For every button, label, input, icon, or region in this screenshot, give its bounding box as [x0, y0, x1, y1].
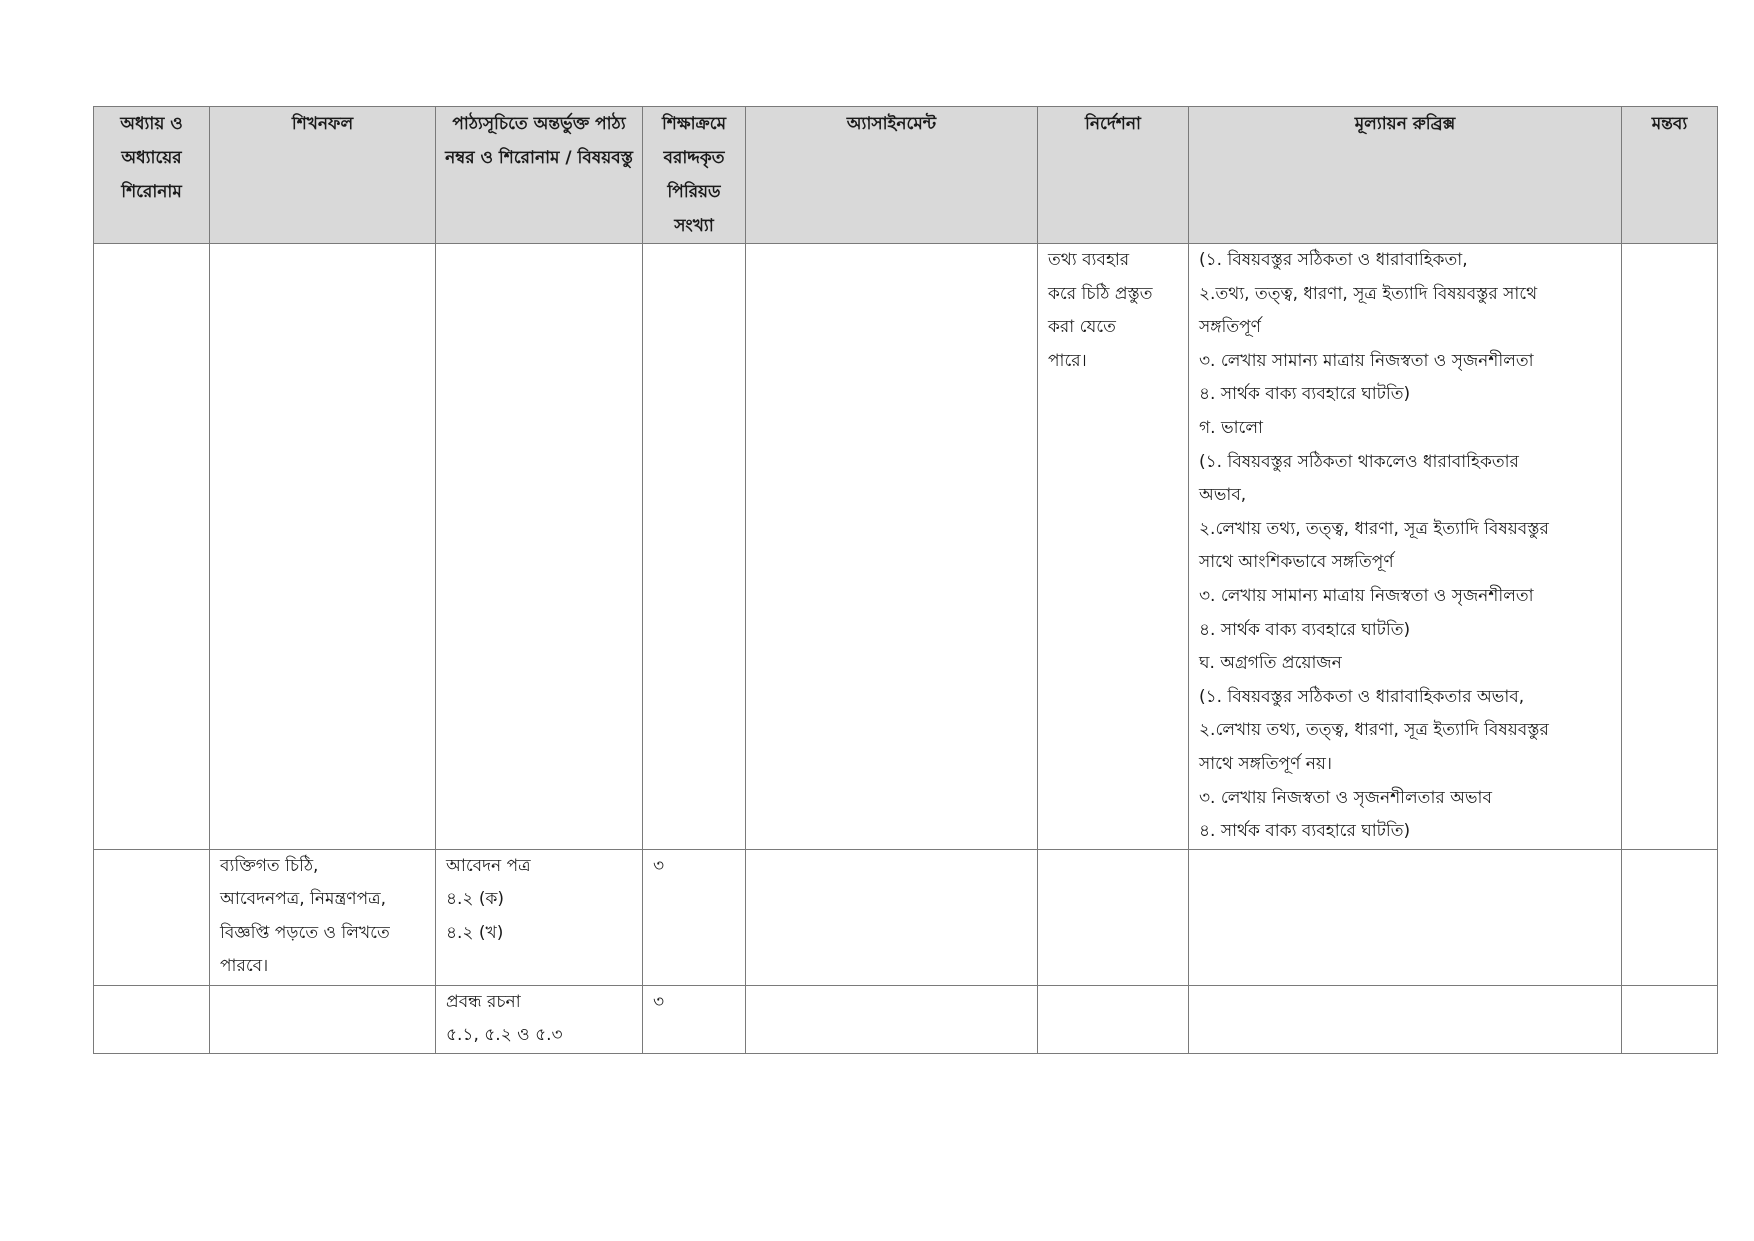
rubric-line: সাথে সঙ্গতিপূর্ণ নয়।	[1199, 753, 1332, 774]
cell-rubric	[1189, 244, 1622, 850]
cell-rubric	[1189, 985, 1622, 1053]
header-instruction: নির্দেশনা	[1038, 107, 1189, 244]
rubric-line: সাথে আংশিকভাবে সঙ্গতিপূর্ণ	[1199, 552, 1394, 573]
instruction-line: তথ্য ব্যবহার	[1048, 250, 1130, 270]
content-line: ৫.১, ৫.২ ও ৫.৩	[446, 1025, 563, 1046]
rubric-line: (১. বিষয়বস্তুর সঠিকতা থাকলেও ধারাবাহিকতার	[1199, 451, 1519, 472]
header-content: পাঠ্যসূচিতে অন্তর্ভুক্ত পাঠ্য নম্বর ও শিরোনাম / বিষয়বস্তু	[436, 107, 643, 244]
rubric-line: গ. ভালো	[1199, 417, 1263, 438]
content-line: আবেদন পত্র	[446, 855, 531, 876]
rubric-line: ৩. লেখায় নিজস্বতা ও সৃজনশীলতার অভাব	[1199, 787, 1492, 808]
cell-periods: ৩	[643, 849, 746, 985]
instruction-line: করা যেতে	[1048, 317, 1116, 338]
header-remarks: মন্তব্য	[1622, 107, 1718, 244]
lesson-plan-table	[93, 106, 1718, 1054]
instruction-line: করে চিঠি প্রস্তুত	[1048, 283, 1153, 304]
cell-chapter	[94, 985, 210, 1053]
learning-outcome-line: বিজ্ঞপ্তি পড়তে ও লিখতে	[220, 922, 390, 943]
header-learning-outcome: শিখনফল	[210, 107, 436, 244]
cell-content	[436, 244, 643, 850]
learning-outcome-line: পারবে।	[220, 956, 269, 977]
rubric-line: ৪. সার্থক বাক্য ব্যবহারে ঘাটতি)	[1199, 384, 1411, 405]
cell-assignment	[746, 849, 1038, 985]
cell-remarks	[1622, 244, 1718, 850]
rubric-line: (১. বিষয়বস্তুর সঠিকতা ও ধারাবাহিকতার অভাব,	[1199, 686, 1525, 707]
cell-assignment	[746, 244, 1038, 850]
cell-periods: ৩	[643, 985, 746, 1053]
content-line: ৪.২ (ক)	[446, 889, 505, 910]
rubric-line: সঙ্গতিপূর্ণ	[1199, 317, 1261, 338]
table-row	[94, 985, 1718, 1053]
rubric-line: ২.লেখায় তথ্য, তত্ত্ব, ধারণা, সূত্র ইত্যাদি বিষয়বস্তুর	[1199, 720, 1549, 741]
cell-learning-outcome	[210, 244, 436, 850]
document-page	[93, 106, 1717, 1054]
rubric-line: ঘ. অগ্রগতি প্রয়োজন	[1199, 653, 1342, 674]
cell-rubric	[1189, 849, 1622, 985]
learning-outcome-line: আবেদনপত্র, নিমন্ত্রণপত্র,	[220, 889, 387, 910]
cell-remarks	[1622, 849, 1718, 985]
cell-remarks	[1622, 985, 1718, 1053]
header-periods: শিক্ষাক্রমে বরাদ্দকৃত পিরিয়ড সংখ্যা	[643, 107, 746, 244]
cell-learning-outcome	[210, 849, 436, 985]
cell-periods	[643, 244, 746, 850]
learning-outcome-line: ব্যক্তিগত চিঠি,	[220, 855, 319, 876]
cell-chapter	[94, 849, 210, 985]
rubric-line: ২.তথ্য, তত্ত্ব, ধারণা, সূত্র ইত্যাদি বিষয়বস্তুর সাথে	[1199, 283, 1538, 304]
cell-chapter	[94, 244, 210, 850]
rubric-line: ৩. লেখায় সামান্য মাত্রায় নিজস্বতা ও সৃজনশীলতা	[1199, 585, 1534, 606]
header-row	[94, 107, 1718, 244]
header-assignment: অ্যাসাইনমেন্ট	[746, 107, 1038, 244]
rubric-line: (১. বিষয়বস্তুর সঠিকতা ও ধারাবাহিকতা,	[1199, 250, 1468, 270]
cell-assignment	[746, 985, 1038, 1053]
instruction-line: পারে।	[1048, 350, 1087, 371]
header-rubric: মূল্যায়ন রুব্রিক্স	[1189, 107, 1622, 244]
cell-instruction	[1038, 985, 1189, 1053]
cell-learning-outcome	[210, 985, 436, 1053]
table-row	[94, 849, 1718, 985]
table-row	[94, 244, 1718, 850]
rubric-line: ৩. লেখায় সামান্য মাত্রায় নিজস্বতা ও সৃজনশীলতা	[1199, 350, 1534, 371]
cell-instruction	[1038, 849, 1189, 985]
header-chapter: অধ্যায় ও অধ্যায়ের শিরোনাম	[94, 107, 210, 244]
cell-instruction	[1038, 244, 1189, 850]
rubric-line: ২.লেখায় তথ্য, তত্ত্ব, ধারণা, সূত্র ইত্যাদি বিষয়বস্তুর	[1199, 518, 1549, 539]
content-line: ৪.২ (খ)	[446, 922, 504, 943]
rubric-line: ৪. সার্থক বাক্য ব্যবহারে ঘাটতি)	[1199, 821, 1411, 842]
cell-content	[436, 849, 643, 985]
rubric-line: অভাব,	[1199, 485, 1247, 506]
content-line: প্রবন্ধ রচনা	[446, 991, 521, 1012]
rubric-line: ৪. সার্থক বাক্য ব্যবহারে ঘাটতি)	[1199, 619, 1411, 640]
cell-content	[436, 985, 643, 1053]
